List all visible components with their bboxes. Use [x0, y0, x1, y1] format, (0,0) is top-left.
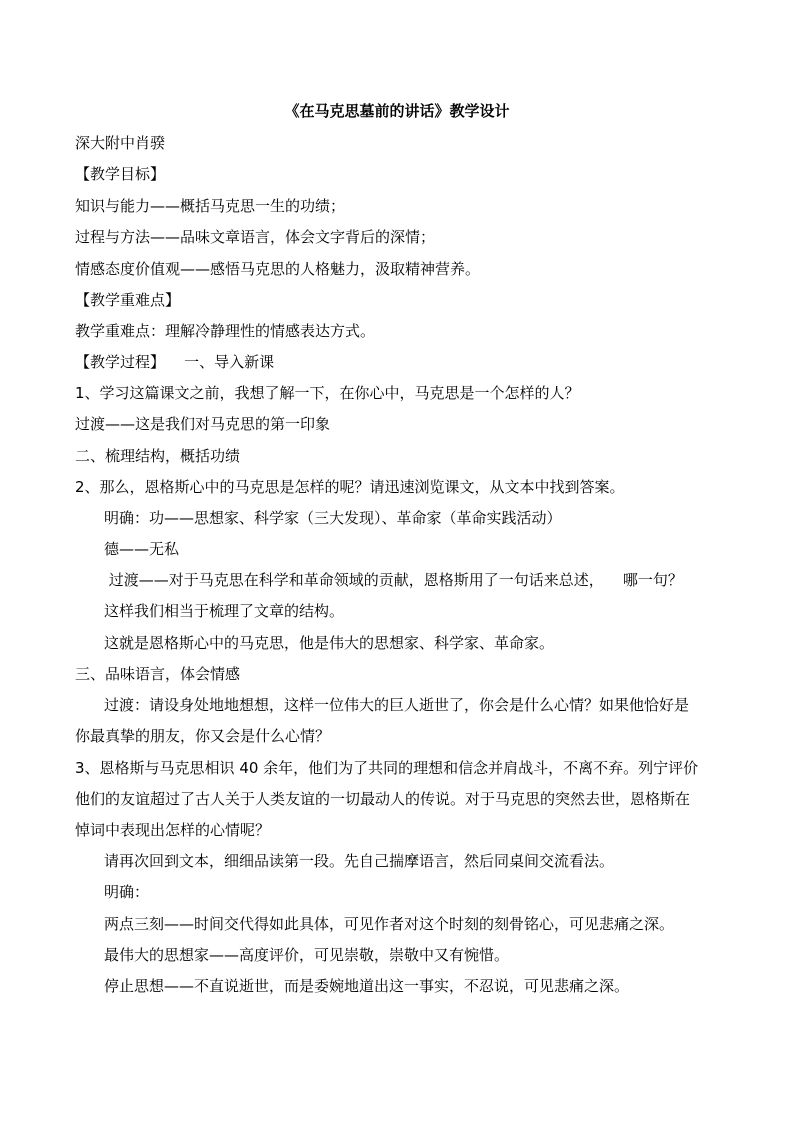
- question-1: 1、学习这篇课文之前，我想了解一下，在你心中，马克思是一个怎样的人？: [75, 384, 580, 402]
- process-header: 【教学过程】 一、导入新课: [75, 353, 275, 371]
- virtue-line: 德——无私: [104, 540, 180, 558]
- question-3-part-c: 悼词中表现出怎样的心情呢？: [75, 821, 271, 839]
- transition-3-part-a: 过渡：请设身处地地想想，这样一位伟大的巨人逝世了，你会是什么心情？如果他恰好是: [104, 696, 690, 714]
- goal-knowledge: 知识与能力——概括马克思一生的功绩；: [75, 197, 346, 215]
- section-2-heading: 二、梳理结构，概括功绩: [75, 447, 241, 465]
- transition-2: 过渡——对于马克思在科学和革命领域的贡献，恩格斯用了一句话来总述， 哪一句？: [104, 571, 683, 589]
- transition-3-part-b: 你最真挚的朋友，你又会是什么心情？: [75, 727, 331, 745]
- goal-process: 过程与方法——品味文章语言，体会文字背后的深情；: [75, 228, 436, 246]
- key-points-text: 教学重难点：理解冷静理性的情感表达方式。: [75, 322, 376, 340]
- goals-header: 【教学目标】: [75, 165, 166, 183]
- author-line: 深大附中肖骙: [75, 134, 166, 152]
- transition-1: 过渡——这是我们对马克思的第一印象: [75, 415, 331, 433]
- summary-line: 这就是恩格斯心中的马克思，他是伟大的思想家、科学家、革命家。: [104, 634, 555, 652]
- section-3-heading: 三、品味语言，体会情感: [75, 665, 241, 683]
- analysis-point-thinker: 最伟大的思想家——高度评价，可见崇敬，崇敬中又有惋惜。: [104, 946, 510, 964]
- clarification-1: 明确：功——思想家、科学家（三大发现）、革命家（革命实践活动）: [104, 509, 562, 527]
- goal-emotion: 情感态度价值观——感悟马克思的人格魅力，汲取精神营养。: [75, 260, 481, 278]
- analysis-point-stop-thinking: 停止思想——不直说逝世，而是委婉地道出这一事实，不忍说，可见悲痛之深。: [104, 977, 630, 995]
- structure-note: 这样我们相当于梳理了文章的结构。: [104, 602, 345, 620]
- analysis-point-time: 两点三刻——时间交代得如此具体，可见作者对这个时刻的刻骨铭心，可见悲痛之深。: [104, 915, 675, 933]
- document-title: 《在马克思墓前的讲话》教学设计: [284, 102, 510, 120]
- question-2: 2、那么，恩格斯心中的马克思是怎样的呢？请迅速浏览课文，从文本中找到答案。: [75, 478, 625, 496]
- clarification-2: 明确：: [104, 883, 150, 901]
- question-3-part-b: 他们的友谊超过了古人关于人类友谊的一切最动人的传说。对于马克思的突然去世，恩格斯在: [75, 790, 691, 808]
- question-3-part-a: 3、恩格斯与马克思相识 40 余年，他们为了共同的理想和信念并肩战斗，不离不弃。列宁评价: [75, 759, 699, 777]
- key-points-header: 【教学重难点】: [75, 291, 181, 309]
- instruction-line: 请再次回到文本，细细品读第一段。先自己揣摩语言，然后同桌间交流看法。: [104, 852, 615, 870]
